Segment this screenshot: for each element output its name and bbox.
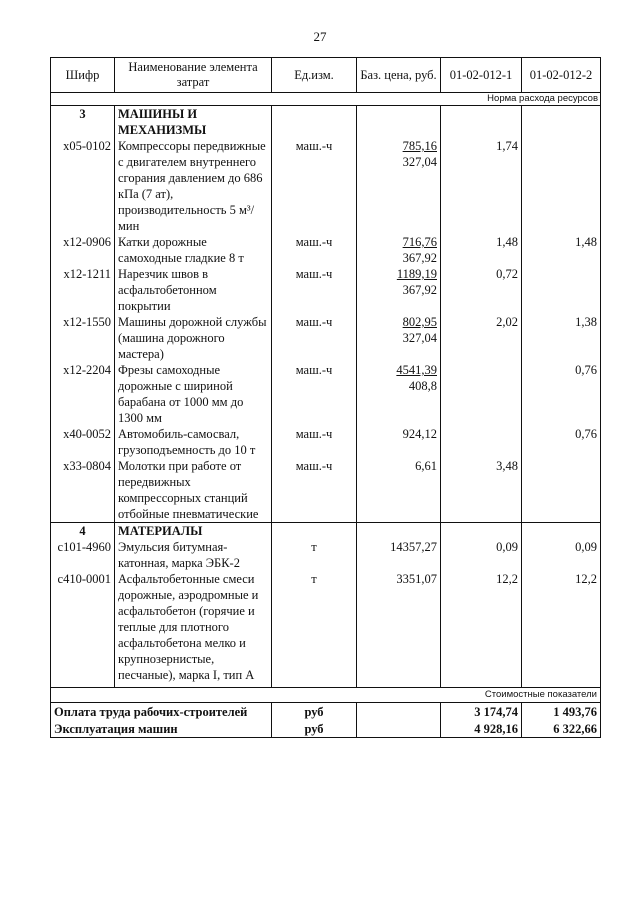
empty-cell xyxy=(272,523,357,540)
section-header xyxy=(51,523,601,540)
total-value-2: 6 322,66 xyxy=(522,720,601,738)
resource-unit: т xyxy=(272,571,357,683)
section-title: МАТЕРИАЛЫ xyxy=(115,523,272,540)
header-price: Баз. цена, руб. xyxy=(357,58,441,93)
header-name: Наименование элемента затрат xyxy=(115,58,272,93)
norm-value-2: 1,48 xyxy=(522,234,601,266)
table-row xyxy=(51,426,601,458)
resource-code: с101-4960 xyxy=(51,539,115,571)
resource-price xyxy=(357,138,441,234)
resource-price xyxy=(357,571,441,683)
resource-price xyxy=(357,426,441,458)
price-bottom: 408,8 xyxy=(408,379,437,393)
resource-unit: маш.-ч xyxy=(272,234,357,266)
resource-unit: т xyxy=(272,539,357,571)
total-name: Оплата труда рабочих-строителей xyxy=(51,703,272,721)
norm-value-1: 1,74 xyxy=(441,138,522,234)
norm-value-2 xyxy=(522,138,601,234)
total-name: Эксплуатация машин xyxy=(51,720,272,738)
norm-value-1: 2,02 xyxy=(441,314,522,362)
cost-label: Стоимостные показатели xyxy=(51,688,601,703)
resource-price xyxy=(357,362,441,426)
table-row xyxy=(51,314,601,362)
resource-price xyxy=(357,314,441,362)
norm-value-1: 0,72 xyxy=(441,266,522,314)
norm-value-1 xyxy=(441,426,522,458)
cost-label-row xyxy=(51,688,601,703)
table-row xyxy=(51,571,601,683)
norm-value-1 xyxy=(441,362,522,426)
norm-value-1: 1,48 xyxy=(441,234,522,266)
resource-unit: маш.-ч xyxy=(272,426,357,458)
resource-name: Фрезы самоходные дорожные с шириной барабана от 1000 мм до 1300 мм xyxy=(115,362,272,426)
section-title: МАШИНЫ И МЕХАНИЗМЫ xyxy=(115,106,272,139)
table-row xyxy=(51,234,601,266)
price-top: 802,95 xyxy=(402,315,437,329)
norm-value-2 xyxy=(522,458,601,523)
resource-price xyxy=(357,234,441,266)
resource-code: х12-0906 xyxy=(51,234,115,266)
norm-value-2 xyxy=(522,266,601,314)
total-unit: руб xyxy=(272,720,357,738)
header-col2: 01-02-012-2 xyxy=(522,58,601,93)
empty-cell xyxy=(357,106,441,139)
total-value-1: 4 928,16 xyxy=(441,720,522,738)
header-code: Шифр xyxy=(51,58,115,93)
price-bottom: 367,92 xyxy=(402,251,437,265)
norm-value-1: 0,09 xyxy=(441,539,522,571)
norm-value-2: 1,38 xyxy=(522,314,601,362)
resource-price xyxy=(357,458,441,523)
resource-table xyxy=(50,57,601,738)
resource-name: Молотки при работе от передвижных компрессорных станций отбойные пневматические xyxy=(115,458,272,523)
norm-value-1: 12,2 xyxy=(441,571,522,683)
empty-cell xyxy=(272,106,357,139)
section-header xyxy=(51,106,601,139)
norm-value-1: 3,48 xyxy=(441,458,522,523)
resource-code: х12-2204 xyxy=(51,362,115,426)
resource-unit: маш.-ч xyxy=(272,138,357,234)
resource-name: Машины дорожной службы (машина дорожного мастера) xyxy=(115,314,272,362)
table-row xyxy=(51,266,601,314)
norm-row xyxy=(51,93,601,106)
header-col1: 01-02-012-1 xyxy=(441,58,522,93)
section-number: 4 xyxy=(51,523,115,540)
price-bottom: 367,92 xyxy=(402,283,437,297)
resource-unit: маш.-ч xyxy=(272,266,357,314)
empty-cell xyxy=(357,720,441,738)
empty-cell xyxy=(441,106,522,139)
empty-cell xyxy=(522,523,601,540)
price-bottom: 924,12 xyxy=(402,427,437,441)
price-bottom: 6,61 xyxy=(415,459,437,473)
resource-name: Эмульсия битумная-катонная, марка ЭБК-2 xyxy=(115,539,272,571)
resource-code: х33-0804 xyxy=(51,458,115,523)
table-row xyxy=(51,539,601,571)
norm-value-2: 0,76 xyxy=(522,362,601,426)
section-number: 3 xyxy=(51,106,115,139)
header-row xyxy=(51,58,601,93)
empty-cell xyxy=(441,523,522,540)
resource-code: х05-0102 xyxy=(51,138,115,234)
table-row xyxy=(51,138,601,234)
resource-unit: маш.-ч xyxy=(272,362,357,426)
resource-code: с410-0001 xyxy=(51,571,115,683)
price-top: 1189,19 xyxy=(396,267,437,281)
empty-cell xyxy=(357,523,441,540)
empty-cell xyxy=(522,106,601,139)
price-top: 785,16 xyxy=(402,139,437,153)
resource-unit: маш.-ч xyxy=(272,458,357,523)
header-unit: Ед.изм. xyxy=(272,58,357,93)
total-value-2: 1 493,76 xyxy=(522,703,601,721)
price-bottom: 3351,07 xyxy=(396,572,437,586)
page-number: 27 xyxy=(313,29,327,44)
resource-name: Асфальтобетонные смеси дорожные, аэродромные и асфальтобетон (горячие и теплые для плотного асфальтобетона мелко и крупнозернистые, песчаные), марка I, тип А xyxy=(115,571,272,683)
table-row xyxy=(51,458,601,523)
empty-cell xyxy=(357,703,441,721)
resource-unit: маш.-ч xyxy=(272,314,357,362)
price-bottom: 14357,27 xyxy=(390,540,437,554)
resource-code: х40-0052 xyxy=(51,426,115,458)
price-top: 4541,39 xyxy=(396,363,437,377)
price-bottom: 327,04 xyxy=(402,331,437,345)
resource-price xyxy=(357,266,441,314)
resource-code: х12-1550 xyxy=(51,314,115,362)
resource-price xyxy=(357,539,441,571)
norm-value-2: 0,76 xyxy=(522,426,601,458)
norm-label: Норма расхода ресурсов xyxy=(51,93,601,106)
total-row xyxy=(51,720,601,738)
norm-value-2: 12,2 xyxy=(522,571,601,683)
resource-name: Автомобиль-самосвал, грузоподъемность до 10 т xyxy=(115,426,272,458)
price-top: 716,76 xyxy=(402,235,437,249)
total-row xyxy=(51,703,601,721)
price-bottom: 327,04 xyxy=(402,155,437,169)
total-unit: руб xyxy=(272,703,357,721)
resource-name: Катки дорожные самоходные гладкие 8 т xyxy=(115,234,272,266)
resource-name: Нарезчик швов в асфальтобетонном покрытии xyxy=(115,266,272,314)
resource-code: х12-1211 xyxy=(51,266,115,314)
resource-name: Компрессоры передвижные с двигателем внутреннего сгорания давлением до 686 кПа (7 ат), производительность 5 м³/мин xyxy=(115,138,272,234)
norm-value-2: 0,09 xyxy=(522,539,601,571)
total-value-1: 3 174,74 xyxy=(441,703,522,721)
table-row xyxy=(51,362,601,426)
